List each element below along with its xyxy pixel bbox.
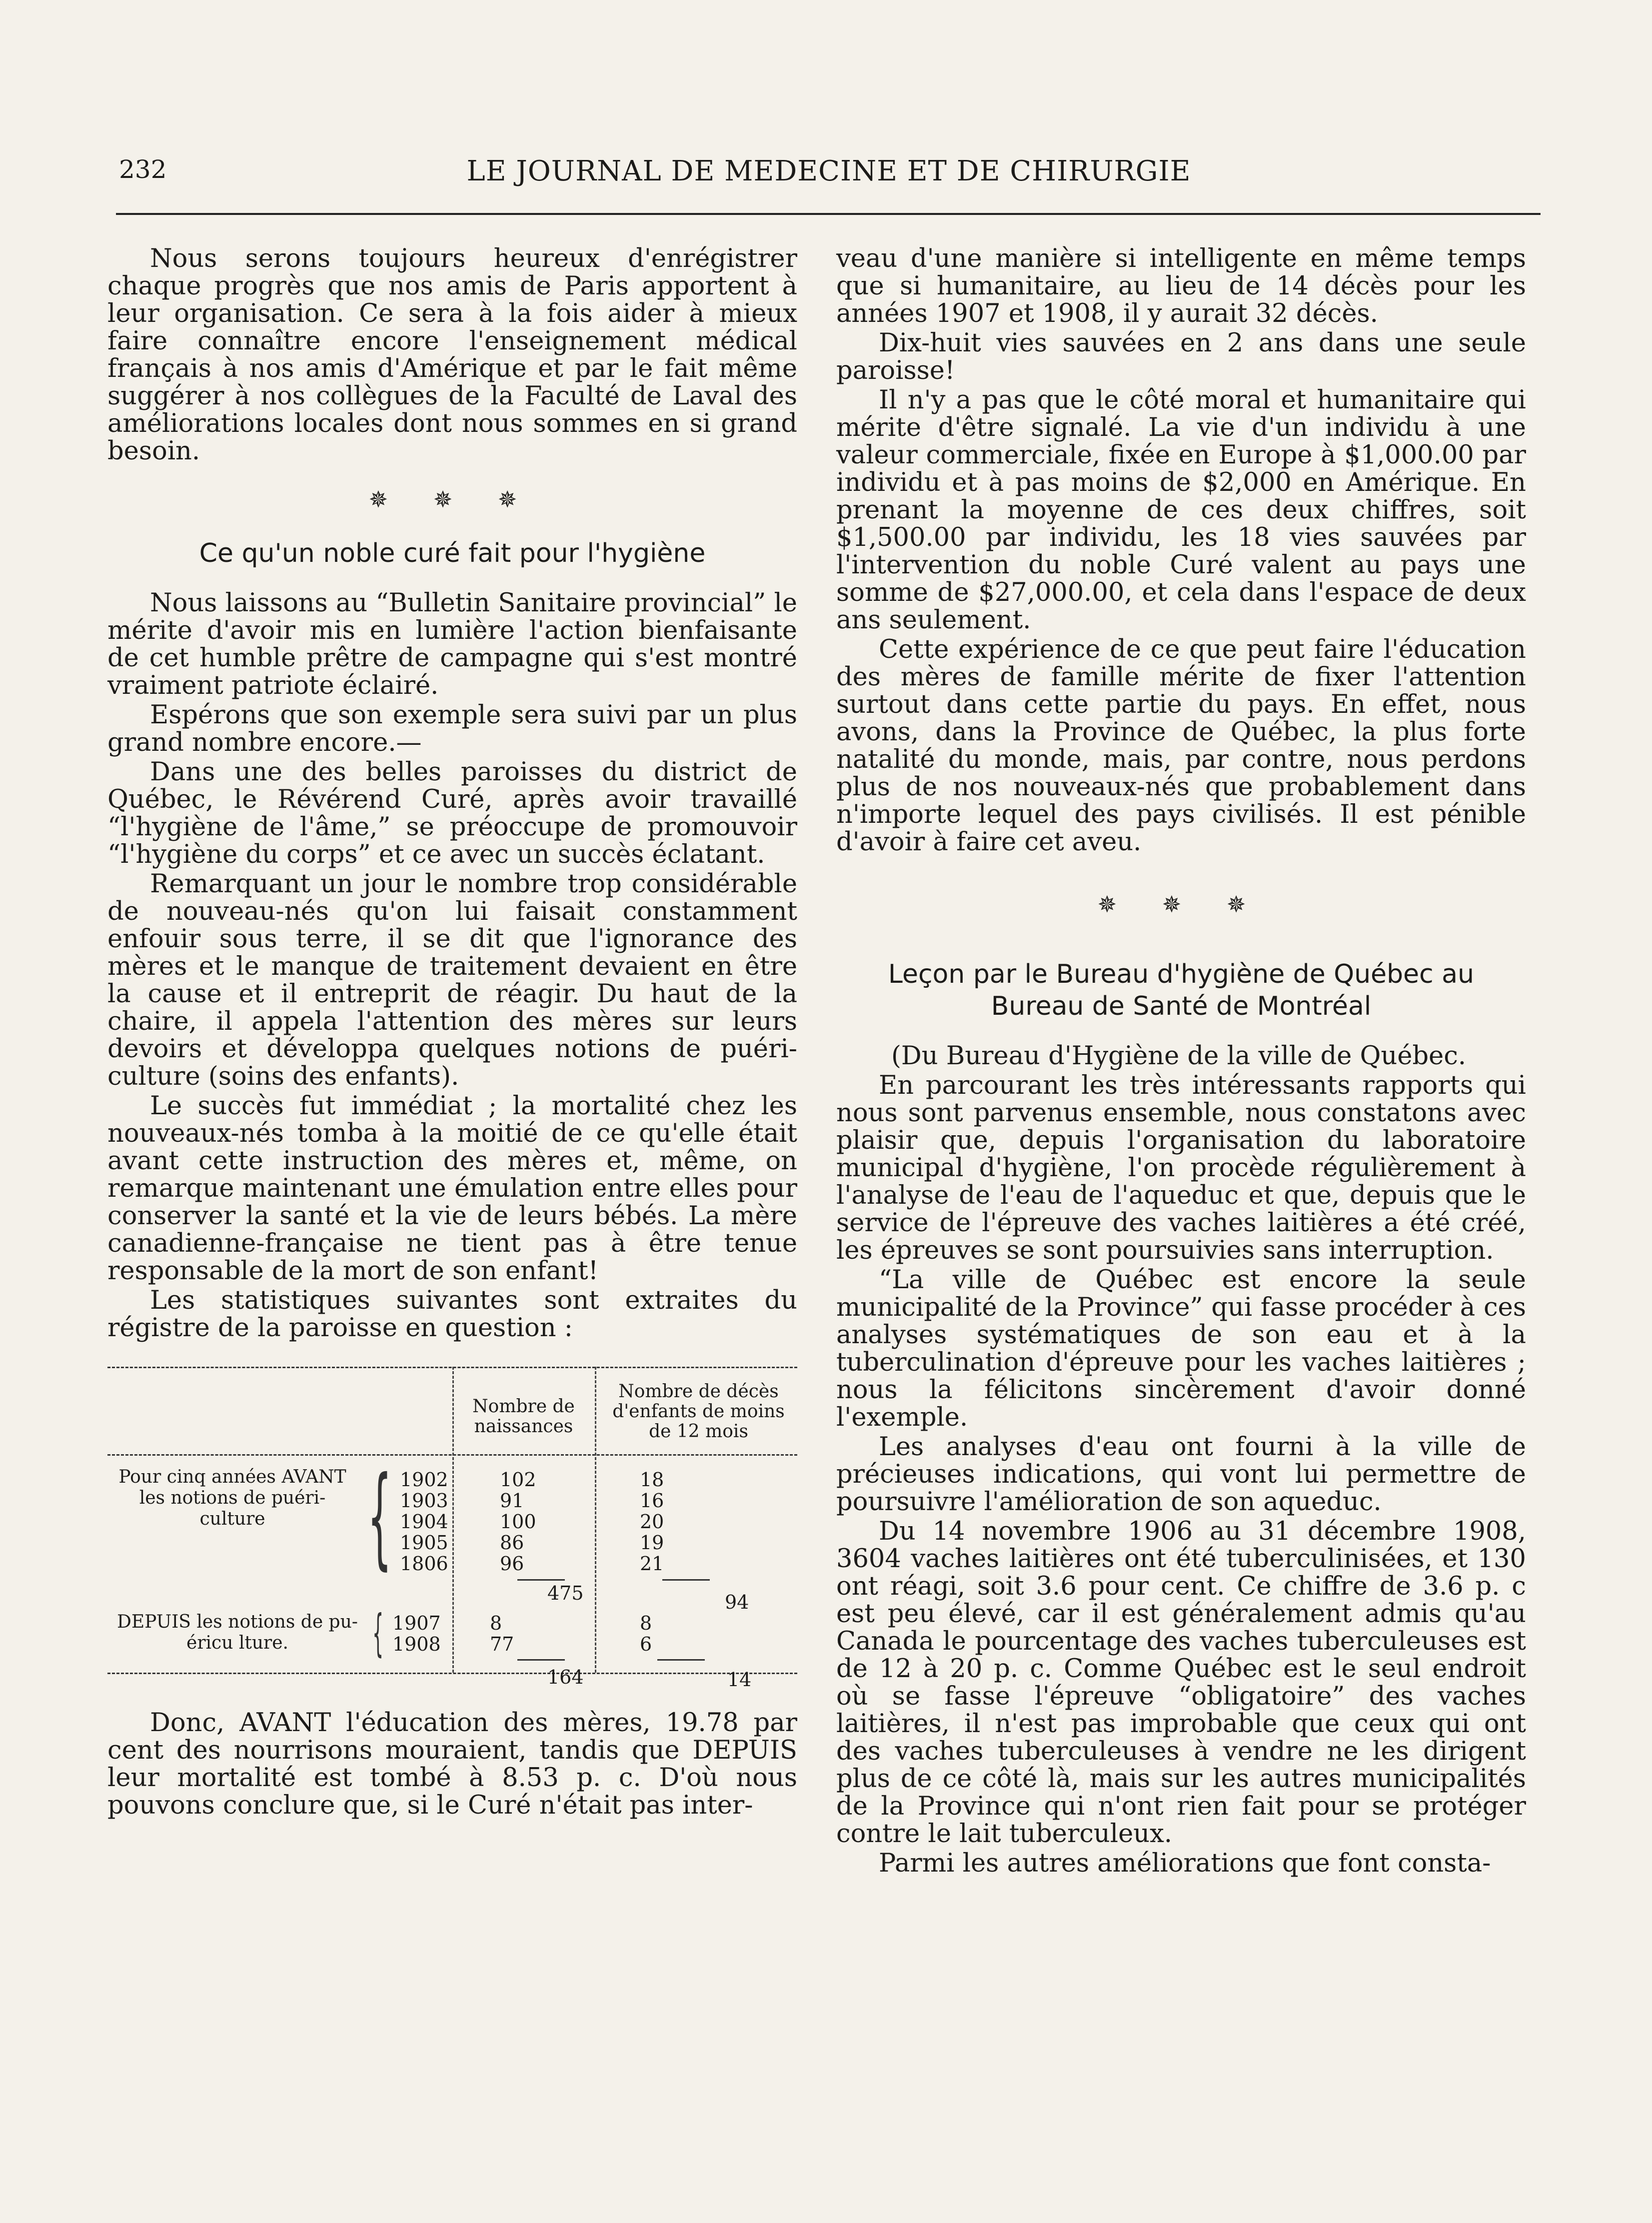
paragraph: “La ville de Québec est encore la seule municipalité de la Province” qui fasse procéder à ces analyses systématiques de son eau et à la tuberculination d'épreuve pour les vaches laitières ; nous la félicitons sincèrement d'avoir donné l'exemple. [836, 1265, 1526, 1432]
table-divider [595, 1367, 596, 1673]
deaths-cell: 6 [640, 1633, 652, 1655]
births-cell: 8 [490, 1612, 502, 1634]
brace-before: { [367, 1453, 392, 1581]
continuation-paragraph: veau d'une manière si intelligente en même temps que si humanitaire, au lieu de 14 décès pour les années 1907 et 1908, il y aurait 32 décès. [836, 244, 1526, 328]
births-cell: 86 [500, 1532, 524, 1554]
paragraph: Espérons que son exemple sera suivi par un plus grand nombre encore.— [107, 700, 797, 757]
deaths-cell: 19 [640, 1532, 664, 1554]
births-cell: 102 [500, 1469, 536, 1491]
year-cell: 1806 [400, 1553, 448, 1575]
section-ornament: ✵ ✵ ✵ [368, 486, 536, 513]
before-total-births: 475 [547, 1582, 584, 1604]
paragraph: Le succès fut immédiat ; la mortalité chez les nouveaux-nés tomba à la moitié de ce qu'elle était avant cette instruction des mères et, même, on remarque maintenant une émulation entre elles pour conserver la santé et la vie de leurs bébés. La mère canadienne-française ne tient pas à être tenue responsable de la mort de son enfant! [107, 1091, 797, 1286]
year-cell: 1904 [400, 1511, 448, 1533]
after-total-deaths: 14 [727, 1669, 752, 1691]
table-bottom-rule [107, 1673, 797, 1674]
article-title-bureau [836, 958, 1526, 1022]
year-cell: 1903 [400, 1490, 448, 1512]
births-cell: 91 [500, 1490, 524, 1512]
paragraph: Les analyses d'eau ont fourni à la ville de précieuses indications, qui vont lui permettre de poursuivre l'amélioration de son aqueduc. [836, 1432, 1526, 1517]
deaths-cell: 20 [640, 1511, 664, 1533]
subtotal-rule [517, 1579, 565, 1581]
subtotal-rule [657, 1659, 705, 1661]
paragraph: Cette expérience de ce que peut faire l'éducation des mères de famille mérite de fixer l'attention surtout dans cette partie du pays. En effet, nous avons, dans la Province de Québec, la plus forte natalité du monde, mais, par contre, nous perdons plus de nos nouveaux-nés que probablement dans n'importe lequel des pays civilisés. Il est pénible d'avoir à faire cet aveu. [836, 635, 1526, 857]
subtotal-rule [662, 1579, 710, 1581]
after-total-births: 164 [547, 1666, 584, 1688]
births-cell: 100 [500, 1511, 536, 1533]
year-cell: 1908 [392, 1633, 441, 1655]
page-header [119, 155, 1539, 195]
section-ornament: ✵ ✵ ✵ [1097, 891, 1265, 918]
right-column [836, 245, 1526, 1879]
brace-after: { [372, 1604, 384, 1662]
table-divider [452, 1367, 454, 1673]
paragraph: Il n'y a pas que le côté moral et humanitaire qui mérite d'être signalé. La vie d'un individu à une valeur commerciale, fixée en Europe à $1,000.00 par individu et à pas moins de $2,000 en Amérique. En prenant la moyenne de ces deux chiffres, soit $1,500.00 par individu, les 18 vies sauvées par l'intervention du noble Curé valent au pays une somme de $27,000.00, et cela dans l'espace de deux ans seulement. [836, 385, 1526, 635]
running-title: LE JOURNAL DE MEDECINE ET DE CHIRURGIE [466, 155, 1191, 187]
year-cell: 1907 [392, 1612, 441, 1634]
deaths-cell: 18 [640, 1469, 664, 1491]
paragraph: Nous laissons au “Bulletin Sanitaire provincial” le mérite d'avoir mis en lumière l'action bienfaisante de cet humble prêtre de campagne qui s'est montré vraiment patriote éclairé. [107, 588, 797, 700]
group-after-label: DEPUIS les notions de pu-éricu lture. [117, 1612, 358, 1653]
paragraph: Les statistiques suivantes sont extraites du régistre de la paroisse en question : [107, 1286, 797, 1343]
header-rule [116, 213, 1541, 215]
paragraph: Du 14 novembre 1906 au 31 décembre 1908, 3604 vaches laitières ont été tuberculinisées, et 130 ont réagi, soit 3.6 pour cent. Ce chiffre de 3.6 p. c est peu élevé, car il est généralement admis qu'au Canada le pourcentage des vaches tuberculeuses est de 12 à 20 p. c. Comme Québec est le seul endroit où se fasse l'épreuve “obligatoire” des vaches laitières, il n'est pas improbable que ceux qui ont des vaches tuberculeuses à vendre ne les dirigent plus de ce côté là, mais sur les autres municipalités de la Province qui n'ont rien fait pour se protéger contre le lait tuberculeux. [836, 1517, 1526, 1849]
intro-paragraph: Nous serons toujours heureux d'enrégistrer chaque progrès que nos amis de Paris apportent à leur organisation. Ce sera à la fois aider à mieux faire connaître encore l'enseignement médical français à nos amis d'Amérique et par le fait même suggérer à nos collègues de la Faculté de Laval des améliorations locales dont nous sommes en si grand besoin. [107, 244, 797, 466]
paragraph: Remarquant un jour le nombre trop considérable de nouveau-nés qu'on lui faisait constamment enfouir sous terre, il se dit que l'ignorance des mères et le manque de traitement devaient en être la cause et il entreprit de réagir. Du haut de la chaire, il appela l'attention des mères sur leurs devoirs et développa quelques notions de puéri-culture (soins des enfants). [107, 869, 797, 1091]
births-cell: 77 [490, 1633, 514, 1655]
deaths-cell: 16 [640, 1490, 664, 1512]
paragraph: En parcourant les très intéressants rapports qui nous sont parvenus ensemble, nous constatons avec plaisir que, depuis l'organisation du laboratoire municipal d'hygiène, l'on procède régulièrement à l'analyse de l'eau de l'aqueduc et que, depuis que le service de l'épreuve des vaches laitières a été créé, les épreuves se sont poursuivies sans interruption. [836, 1071, 1526, 1265]
paragraph: Dix-huit vies sauvées en 2 ans dans une seule paroisse! [836, 328, 1526, 385]
article-title-line: Bureau de Santé de Montréal [991, 991, 1372, 1021]
subtotal-rule [517, 1659, 565, 1661]
year-cell: 1905 [400, 1532, 448, 1554]
article-title-cure: Ce qu'un noble curé fait pour l'hygiène [199, 538, 706, 568]
paragraph: Dans une des belles paroisses du district de Québec, le Révérend Curé, après avoir travaillé “l'hygiène de l'âme,” se préoccupe de promouvoir “l'hygiène du corps” et ce avec un succès éclatant. [107, 757, 797, 869]
page-number: 232 [119, 155, 167, 184]
deaths-column-header: Nombre de décès d'enfants de moins de 12 mois [612, 1381, 785, 1442]
left-column [107, 245, 797, 1821]
closing-paragraph: Donc, AVANT l'éducation des mères, 19.78 par cent des nourrisons mouraient, tandis que DEPUIS leur mortalité est tombé à 8.53 p. c. D'où nous pouvons conclure que, si le Curé n'était pas inter- [107, 1708, 797, 1820]
paragraph: Parmi les autres améliorations que font consta- [879, 1849, 1491, 1878]
article-title-line: Leçon par le Bureau d'hygiène de Québec au [888, 959, 1475, 989]
statistics-table [107, 1367, 797, 1691]
source-line: (Du Bureau d'Hygiène de la ville de Québec. [891, 1041, 1467, 1071]
deaths-cell: 21 [640, 1553, 664, 1575]
before-total-deaths: 94 [725, 1591, 749, 1613]
year-cell: 1902 [400, 1469, 448, 1491]
births-cell: 96 [500, 1553, 524, 1575]
group-before-label: Pour cinq années AVANT les notions de puéri-culture [118, 1467, 346, 1529]
births-column-header: Nombre de naissances [472, 1396, 575, 1437]
deaths-cell: 8 [640, 1612, 652, 1634]
